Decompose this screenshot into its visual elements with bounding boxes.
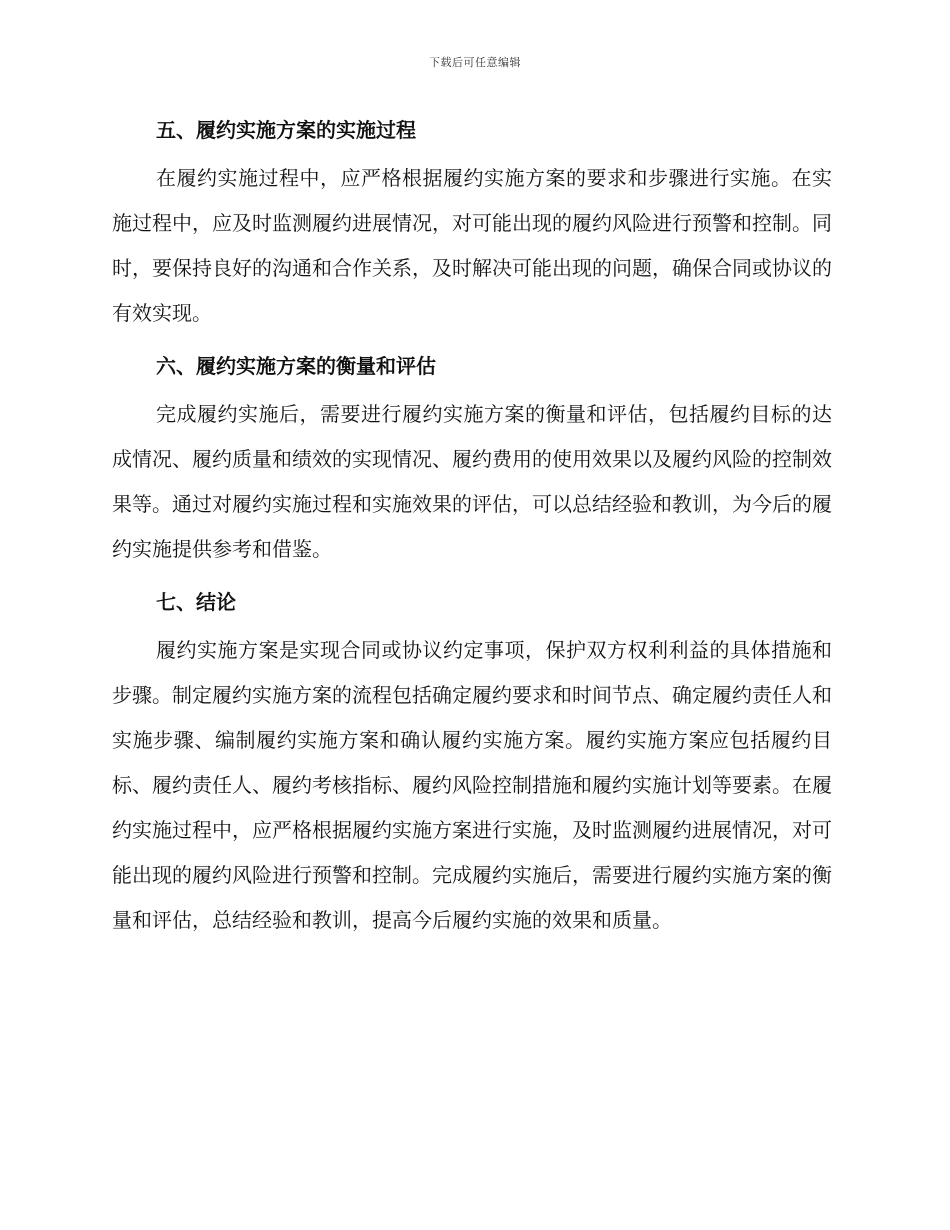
section-measurement-evaluation [112, 346, 832, 572]
section-paragraph: 在履约实施过程中，应严格根据履约实施方案的要求和步骤进行实施。在实施过程中，应及时监测履约进展情况，对可能出现的履约风险进行预警和控制。同时，要保持良好的沟通和合作关系，及时解决可能出现的问题，确保合同或协议的有效实现。 [112, 166, 832, 325]
section-conclusion [112, 582, 832, 943]
page-header-note: 下载后可任意编辑 [429, 56, 521, 69]
section-heading: 六、履约实施方案的衡量和评估 [156, 354, 436, 378]
section-heading: 七、结论 [156, 590, 236, 614]
section-paragraph: 履约实施方案是实现合同或协议约定事项，保护双方权利利益的具体措施和步骤。制定履约实施方案的流程包括确定履约要求和时间节点、确定履约责任人和实施步骤、编制履约实施方案和确认履约实施方案。履约实施方案应包括履约目标、履约责任人、履约考核指标、履约风险控制措施和履约实施计划等要素。在履约实施过程中，应严格根据履约实施方案进行实施，及时监测履约进展情况，对可能出现的履约风险进行预警和控制。完成履约实施后，需要进行履约实施方案的衡量和评估，总结经验和教训，提高今后履约实施的效果和质量。 [112, 638, 832, 932]
section-implementation-process [112, 110, 832, 336]
section-paragraph: 完成履约实施后，需要进行履约实施方案的衡量和评估，包括履约目标的达成情况、履约质量和绩效的实现情况、履约费用的使用效果以及履约风险的控制效果等。通过对履约实施过程和实施效果的评估，可以总结经验和教训，为今后的履约实施提供参考和借鉴。 [112, 402, 832, 561]
section-heading: 五、履约实施方案的实施过程 [156, 118, 416, 142]
document-body [112, 110, 832, 953]
